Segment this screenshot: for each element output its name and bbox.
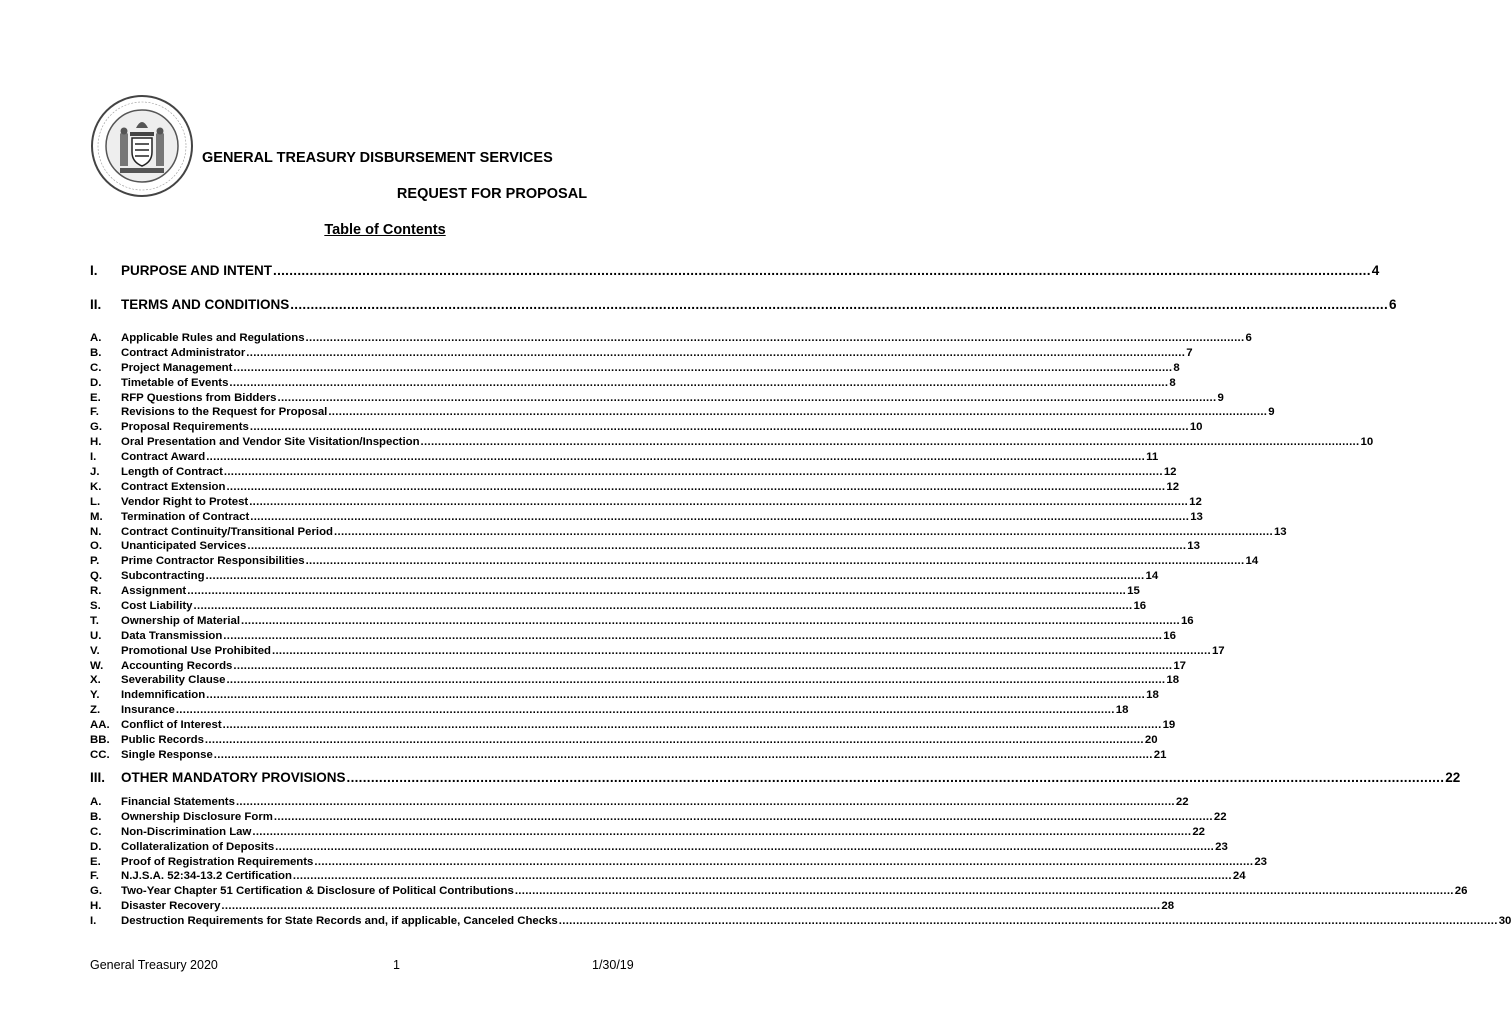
section-page: 22: [1445, 770, 1461, 785]
entry-letter: F.: [90, 870, 99, 883]
toc-entry: [90, 405, 1275, 420]
entry-page: 17: [1173, 659, 1186, 672]
toc-entry: [90, 659, 1186, 674]
dot-leader: [223, 629, 1162, 644]
entry-title: Contract Administrator: [121, 346, 246, 359]
entry-page: 26: [1454, 885, 1468, 898]
section-page: 6: [1389, 297, 1397, 312]
page-number: 1: [393, 958, 400, 972]
dot-leader: [278, 391, 1217, 406]
entry-title: Indemnification: [121, 689, 206, 702]
toc-entry: [90, 539, 1200, 554]
dot-leader: [250, 510, 1189, 525]
entry-title: Cost Liability: [121, 600, 193, 613]
entry-page: 16: [1133, 600, 1147, 613]
entry-letter: C.: [90, 825, 102, 838]
entry-page: 18: [1146, 689, 1159, 702]
dot-leader: [226, 673, 1165, 688]
entry-title: Disaster Recovery: [121, 900, 221, 913]
entry-page: 23: [1215, 840, 1228, 853]
entry-page: 19: [1162, 719, 1176, 732]
toc-entry: [90, 718, 1176, 733]
entry-title: Proposal Requirements: [121, 421, 249, 434]
entry-title: Insurance: [121, 704, 175, 717]
toc-entry: [90, 614, 1194, 629]
toc-entry: [90, 914, 1511, 929]
entry-letter: G.: [90, 885, 103, 898]
entry-title: Contract Award: [121, 451, 206, 464]
toc-entry: [90, 465, 1177, 480]
dot-leader: [229, 376, 1168, 391]
entry-page: 11: [1146, 451, 1159, 464]
entry-letter: N.: [90, 525, 102, 538]
document-subtitle: REQUEST FOR PROPOSAL: [396, 186, 588, 202]
entry-letter: D.: [90, 376, 102, 389]
toc-entry: [90, 554, 1259, 569]
entry-page: 22: [1175, 796, 1189, 808]
toc-entry: [90, 840, 1228, 855]
entry-letter: A.: [90, 796, 102, 808]
toc-entry: [90, 869, 1246, 884]
entry-title: Vendor Right to Protest: [121, 495, 249, 508]
section-3-items: [90, 795, 1511, 929]
entry-title: Accounting Records: [121, 659, 233, 672]
dot-leader: [194, 599, 1133, 614]
entry-title: Project Management: [121, 361, 233, 374]
entry-letter: O.: [90, 540, 103, 553]
entry-page: 13: [1190, 510, 1203, 523]
entry-title: Data Transmission: [121, 629, 223, 642]
dot-leader: [314, 855, 1253, 870]
entry-page: 12: [1166, 480, 1180, 493]
toc-entry: [90, 525, 1287, 540]
dot-leader: [328, 405, 1267, 420]
entry-page: 10: [1189, 421, 1203, 434]
entry-page: 10: [1360, 436, 1374, 449]
entry-title: Conflict of Interest: [121, 719, 222, 732]
document-title: GENERAL TREASURY DISBURSEMENT SERVICES: [202, 150, 553, 166]
section-title: TERMS AND CONDITIONS: [121, 297, 290, 312]
toc-entry: [90, 391, 1224, 406]
section-2-items: [90, 331, 1374, 763]
toc-section: [90, 297, 1397, 312]
entry-page: 14: [1145, 570, 1159, 583]
dot-leader: [205, 733, 1144, 748]
entry-title: Prime Contractor Responsibilities: [121, 555, 305, 568]
entry-letter: V.: [90, 644, 100, 657]
dot-leader: [223, 718, 1162, 733]
toc-heading: Table of Contents: [324, 222, 446, 238]
entry-title: Public Records: [121, 734, 204, 747]
entry-title: Length of Contract: [121, 466, 223, 479]
entry-letter: M.: [90, 510, 103, 523]
entry-letter: AA.: [90, 719, 110, 732]
section-number: III.: [90, 770, 106, 785]
dot-leader: [347, 770, 1445, 785]
entry-title: Applicable Rules and Regulations: [121, 332, 305, 344]
entry-page: 28: [1161, 900, 1175, 913]
dot-leader: [306, 554, 1245, 569]
entry-letter: Z.: [90, 704, 101, 717]
entry-title: Oral Presentation and Vendor Site Visitation/Inspection: [121, 436, 420, 449]
entry-page: 20: [1144, 734, 1158, 747]
section-title: OTHER MANDATORY PROVISIONS: [121, 770, 346, 785]
dot-leader: [241, 614, 1180, 629]
entry-letter: Q.: [90, 570, 103, 583]
toc-entry: [90, 450, 1159, 465]
entry-letter: U.: [90, 629, 102, 642]
dot-leader: [236, 795, 1175, 810]
entry-letter: R.: [90, 585, 102, 598]
toc-entry: [90, 510, 1203, 525]
entry-title: Collateralization of Deposits: [121, 840, 275, 853]
entry-page: 17: [1211, 644, 1225, 657]
toc-section: [90, 770, 1461, 785]
entry-letter: T.: [90, 614, 99, 627]
entry-page: 13: [1273, 525, 1287, 538]
toc-entry: [90, 495, 1202, 510]
entry-letter: D.: [90, 840, 102, 853]
section-page: 4: [1371, 263, 1380, 278]
entry-title: Ownership of Material: [121, 614, 240, 627]
toc-entry: [90, 346, 1193, 361]
entry-title: Contract Extension: [121, 480, 226, 493]
entry-letter: E.: [90, 391, 101, 404]
entry-page: 18: [1115, 704, 1129, 717]
dot-leader: [252, 825, 1191, 840]
entry-letter: CC.: [90, 748, 110, 761]
dot-leader: [559, 914, 1498, 929]
entry-title: Proof of Registration Requirements: [121, 855, 314, 868]
entry-page: 6: [1245, 332, 1252, 344]
entry-title: Single Response: [121, 748, 213, 761]
dot-leader: [246, 346, 1185, 361]
entry-title: Revisions to the Request for Proposal: [121, 406, 328, 419]
toc-entry: [90, 855, 1268, 870]
entry-letter: S.: [90, 600, 101, 613]
entry-letter: C.: [90, 361, 102, 374]
toc-entry: [90, 899, 1175, 914]
entry-page: 12: [1189, 495, 1202, 508]
entry-page: 9: [1217, 391, 1224, 404]
dot-leader: [273, 263, 1371, 278]
entry-page: 22: [1213, 810, 1227, 823]
section-title: PURPOSE AND INTENT: [121, 263, 273, 278]
entry-title: Destruction Requirements for State Records and, if applicable, Canceled Checks: [121, 915, 558, 928]
toc-entry: [90, 569, 1159, 584]
dot-leader: [224, 465, 1163, 480]
entry-letter: P.: [90, 555, 100, 568]
footer-left: General Treasury 2020: [90, 958, 218, 972]
entry-title: Termination of Contract: [121, 510, 250, 523]
entry-letter: G.: [90, 421, 103, 434]
toc-entry: [90, 673, 1180, 688]
entry-letter: L.: [90, 495, 101, 508]
dot-leader: [206, 450, 1145, 465]
entry-title: Ownership Disclosure Form: [121, 810, 273, 823]
toc-section: [90, 263, 1380, 278]
entry-letter: H.: [90, 900, 102, 913]
entry-page: 21: [1153, 748, 1167, 761]
dot-leader: [221, 899, 1160, 914]
entry-letter: A.: [90, 332, 102, 344]
toc-entry: [90, 420, 1203, 435]
entry-page: 8: [1169, 376, 1176, 389]
entry-page: 24: [1232, 870, 1246, 883]
entry-title: Non-Discrimination Law: [121, 825, 252, 838]
dot-leader: [233, 361, 1172, 376]
dot-leader: [176, 703, 1115, 718]
toc-entry: [90, 644, 1225, 659]
entry-page: 15: [1127, 585, 1140, 598]
toc-entry: [90, 435, 1374, 450]
dot-leader: [214, 748, 1153, 763]
toc-entry: [90, 748, 1167, 763]
entry-page: 12: [1163, 466, 1177, 479]
entry-page: 16: [1180, 614, 1194, 627]
dot-leader: [249, 495, 1188, 510]
dot-leader: [233, 659, 1172, 674]
toc-entry: [90, 733, 1158, 748]
entry-title: N.J.S.A. 52:34-13.2 Certification: [121, 870, 292, 883]
entry-page: 14: [1245, 555, 1259, 568]
toc-entry: [90, 703, 1129, 718]
toc-entry: [90, 376, 1176, 391]
entry-page: 30: [1498, 915, 1511, 928]
toc-entry: [90, 361, 1180, 376]
state-seal-logo: [90, 94, 194, 198]
entry-letter: B.: [90, 810, 102, 823]
entry-letter: E.: [90, 855, 101, 868]
entry-letter: X.: [90, 674, 101, 687]
dot-leader: [290, 297, 1388, 312]
entry-title: Unanticipated Services: [121, 540, 247, 553]
dot-leader: [206, 569, 1145, 584]
entry-page: 7: [1186, 346, 1193, 359]
section-number: II.: [90, 297, 102, 312]
dot-leader: [515, 884, 1454, 899]
toc-entry: [90, 688, 1159, 703]
entry-letter: J.: [90, 466, 100, 479]
toc-entry: [90, 480, 1180, 495]
entry-letter: W.: [90, 659, 104, 672]
dot-leader: [306, 331, 1245, 346]
entry-page: 13: [1187, 540, 1200, 553]
dot-leader: [226, 480, 1165, 495]
entry-title: Financial Statements: [121, 796, 235, 808]
entry-page: 18: [1166, 674, 1180, 687]
entry-title: Subcontracting: [121, 570, 205, 583]
entry-page: 8: [1173, 361, 1180, 374]
entry-page: 16: [1163, 629, 1176, 642]
entry-title: RFP Questions from Bidders: [121, 391, 277, 404]
entry-letter: I.: [90, 451, 97, 464]
toc-entry: [90, 884, 1468, 899]
entry-letter: F.: [90, 406, 99, 419]
entry-page: 23: [1254, 855, 1268, 868]
section-number: I.: [90, 263, 98, 278]
dot-leader: [272, 644, 1211, 659]
entry-title: Contract Continuity/Transitional Period: [121, 525, 334, 538]
dot-leader: [293, 869, 1232, 884]
dot-leader: [247, 539, 1186, 554]
toc-entry: [90, 629, 1176, 644]
dot-leader: [274, 810, 1213, 825]
entry-title: Promotional Use Prohibited: [121, 644, 271, 657]
entry-title: Timetable of Events: [121, 376, 229, 389]
toc-entry: [90, 599, 1147, 614]
toc-entry: [90, 584, 1140, 599]
entry-title: Assignment: [121, 585, 187, 598]
dot-leader: [187, 584, 1126, 599]
toc-entry: [90, 331, 1252, 346]
entry-page: 9: [1268, 406, 1275, 419]
entry-title: Severability Clause: [121, 674, 226, 687]
entry-letter: Y.: [90, 689, 100, 702]
entry-letter: I.: [90, 915, 97, 928]
entry-letter: K.: [90, 480, 102, 493]
dot-leader: [206, 688, 1145, 703]
entry-letter: BB.: [90, 734, 110, 747]
entry-letter: H.: [90, 436, 102, 449]
toc-entry: [90, 825, 1205, 840]
dot-leader: [250, 420, 1189, 435]
entry-page: 22: [1192, 825, 1205, 838]
dot-leader: [334, 525, 1273, 540]
footer-date: 1/30/19: [592, 958, 634, 972]
entry-letter: B.: [90, 346, 102, 359]
entry-title: Two-Year Chapter 51 Certification & Disclosure of Political Contributions: [121, 885, 514, 898]
dot-leader: [275, 840, 1214, 855]
toc-entry: [90, 795, 1189, 810]
toc-entry: [90, 810, 1227, 825]
dot-leader: [421, 435, 1360, 450]
